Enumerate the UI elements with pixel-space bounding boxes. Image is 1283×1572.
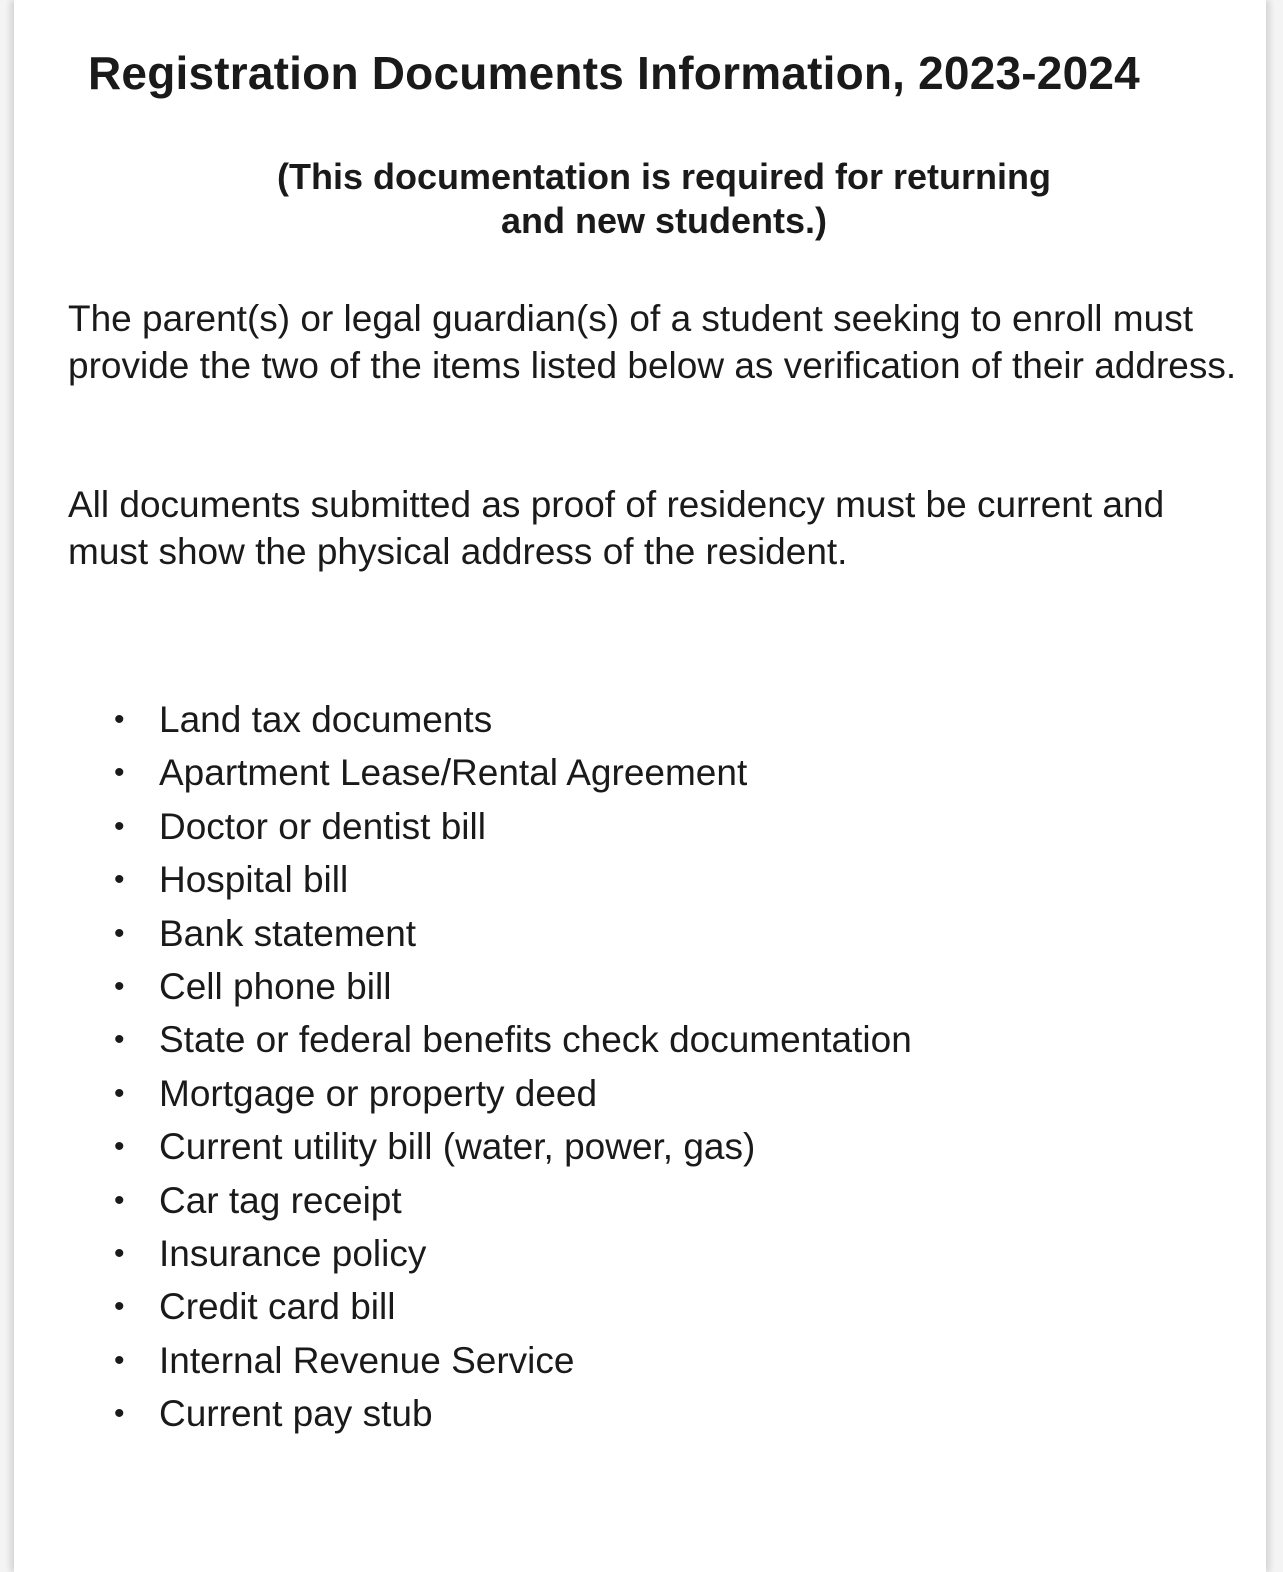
document-title: Registration Documents Information, 2023-2024 bbox=[88, 47, 1140, 99]
list-item bbox=[104, 1174, 912, 1227]
bullet-icon: • bbox=[114, 756, 125, 790]
list-item-label: Current pay stub bbox=[159, 1393, 433, 1435]
bullet-icon: • bbox=[114, 969, 125, 1003]
verification-paragraph: The parent(s) or legal guardian(s) of a student seeking to enroll must provide the two of the items listed below as verification of their address. bbox=[68, 298, 1237, 386]
list-item-label: Cell phone bill bbox=[159, 965, 392, 1007]
list-item-label: Credit card bill bbox=[159, 1286, 396, 1328]
list-item bbox=[104, 1334, 912, 1387]
list-item bbox=[104, 1067, 912, 1120]
residency-paragraph: All documents submitted as proof of residency must be current and must show the physical address of the resident. bbox=[68, 484, 1165, 572]
bullet-icon: • bbox=[114, 863, 125, 897]
list-item-label: Hospital bill bbox=[159, 859, 349, 901]
list-item-label: Land tax documents bbox=[159, 699, 493, 740]
list-item-label: Doctor or dentist bill bbox=[159, 805, 486, 847]
bullet-icon: • bbox=[114, 1183, 125, 1217]
list-item-label: Current utility bill (water, power, gas) bbox=[159, 1126, 756, 1168]
bullet-icon: • bbox=[114, 916, 125, 950]
bullet-icon: • bbox=[114, 1023, 125, 1057]
list-item bbox=[104, 746, 912, 799]
document-subtitle bbox=[14, 155, 1283, 243]
bullet-icon: • bbox=[114, 1076, 125, 1110]
list-item bbox=[104, 907, 912, 960]
bullet-icon: • bbox=[114, 1130, 125, 1164]
list-item-label: Car tag receipt bbox=[159, 1179, 402, 1221]
bullet-icon: • bbox=[114, 1290, 125, 1324]
list-item bbox=[104, 1387, 912, 1440]
list-item-label: Bank statement bbox=[159, 912, 417, 954]
list-item-label: Insurance policy bbox=[159, 1232, 427, 1274]
bullet-icon: • bbox=[114, 1343, 125, 1377]
bullet-icon: • bbox=[114, 1397, 125, 1431]
list-item bbox=[104, 800, 912, 853]
list-item bbox=[104, 853, 912, 906]
list-item bbox=[104, 1013, 912, 1066]
document-page bbox=[14, 0, 1266, 1572]
list-item bbox=[104, 960, 912, 1013]
list-item bbox=[104, 1120, 912, 1173]
bullet-icon: • bbox=[114, 1236, 125, 1270]
bullet-icon: • bbox=[114, 809, 125, 843]
list-item bbox=[104, 693, 912, 746]
subtitle-line-1: (This documentation is required for returning bbox=[276, 156, 1052, 197]
list-item bbox=[104, 1280, 912, 1333]
list-item-label: Internal Revenue Service bbox=[159, 1339, 575, 1381]
accepted-documents-list bbox=[104, 693, 912, 1440]
list-item-label: Apartment Lease/Rental Agreement bbox=[159, 752, 748, 794]
list-item-label: Mortgage or property deed bbox=[159, 1072, 598, 1114]
list-item-label: State or federal benefits check documentation bbox=[159, 1019, 912, 1061]
subtitle-line-2: and new students.) bbox=[500, 200, 828, 241]
list-item bbox=[104, 1227, 912, 1280]
bullet-icon: • bbox=[114, 703, 125, 736]
